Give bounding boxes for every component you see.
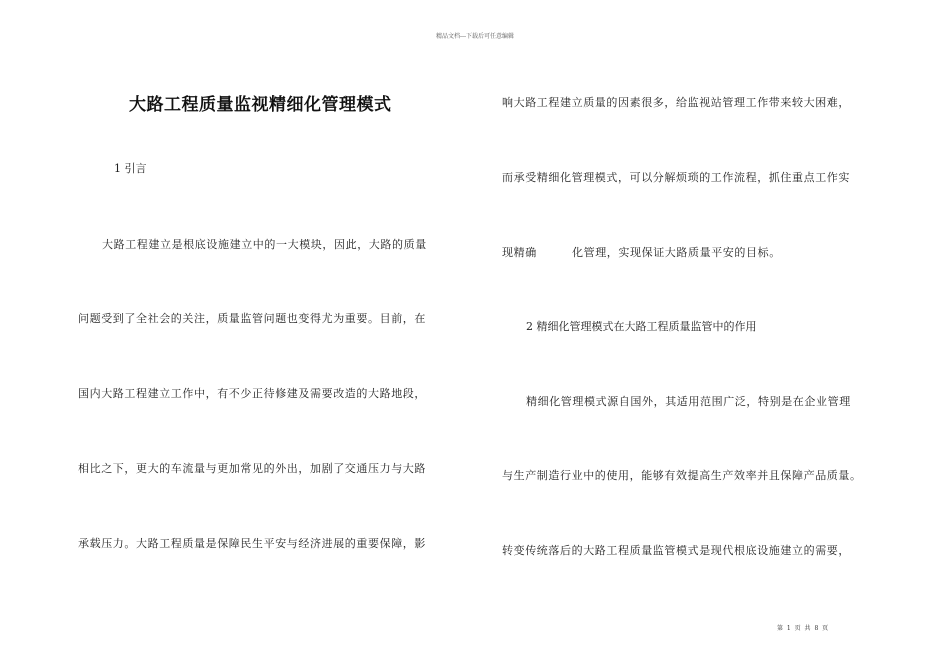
body-line: 而承受精细化管理模式，可以分解烦琐的工作流程，抓住重点工作实 (502, 171, 850, 184)
page-header: 精品文档---下载后可任意编辑 (435, 33, 515, 40)
section-heading-1: 1 引言 (114, 162, 147, 175)
body-line: 精细化管理模式源自国外，其适用范围广泛，特别是在企业管理 (526, 395, 851, 408)
body-line: 与生产制造行业中的使用，能够有效提高生产效率并且保障产品质量。 (502, 469, 862, 482)
section-heading-2: 2 精细化管理模式在大路工程质量监管中的作用 (526, 320, 757, 333)
body-line-part: 化管理，实现保证大路质量平安的目标。 (572, 246, 781, 259)
body-line: 相比之下，更大的车流量与更加常见的外出，加剧了交通压力与大路 (78, 462, 426, 475)
body-line: 响大路工程建立质量的因素很多，给监视站管理工作带来较大困难， (502, 96, 850, 109)
document-title: 大路工程质量监视精细化管理模式 (129, 95, 392, 115)
body-line: 问题受到了全社会的关注，质量监管问题也变得尤为重要。目前，在 (78, 312, 426, 325)
body-line: 转变传统落后的大路工程质量监管模式是现代根底设施建立的需要， (502, 544, 850, 557)
page-number: 第 1 页 共 8 页 (777, 625, 830, 632)
body-line: 承载压力。大路工程质量是保障民生平安与经济进展的重要保障，影 (78, 537, 426, 550)
body-line: 国内大路工程建立工作中，有不少正待修建及需要改造的大路地段， (78, 387, 426, 400)
body-line: 大路工程建立是根底设施建立中的一大模块，因此，大路的质量 (102, 238, 427, 251)
body-line-part: 现精确 (502, 246, 537, 259)
